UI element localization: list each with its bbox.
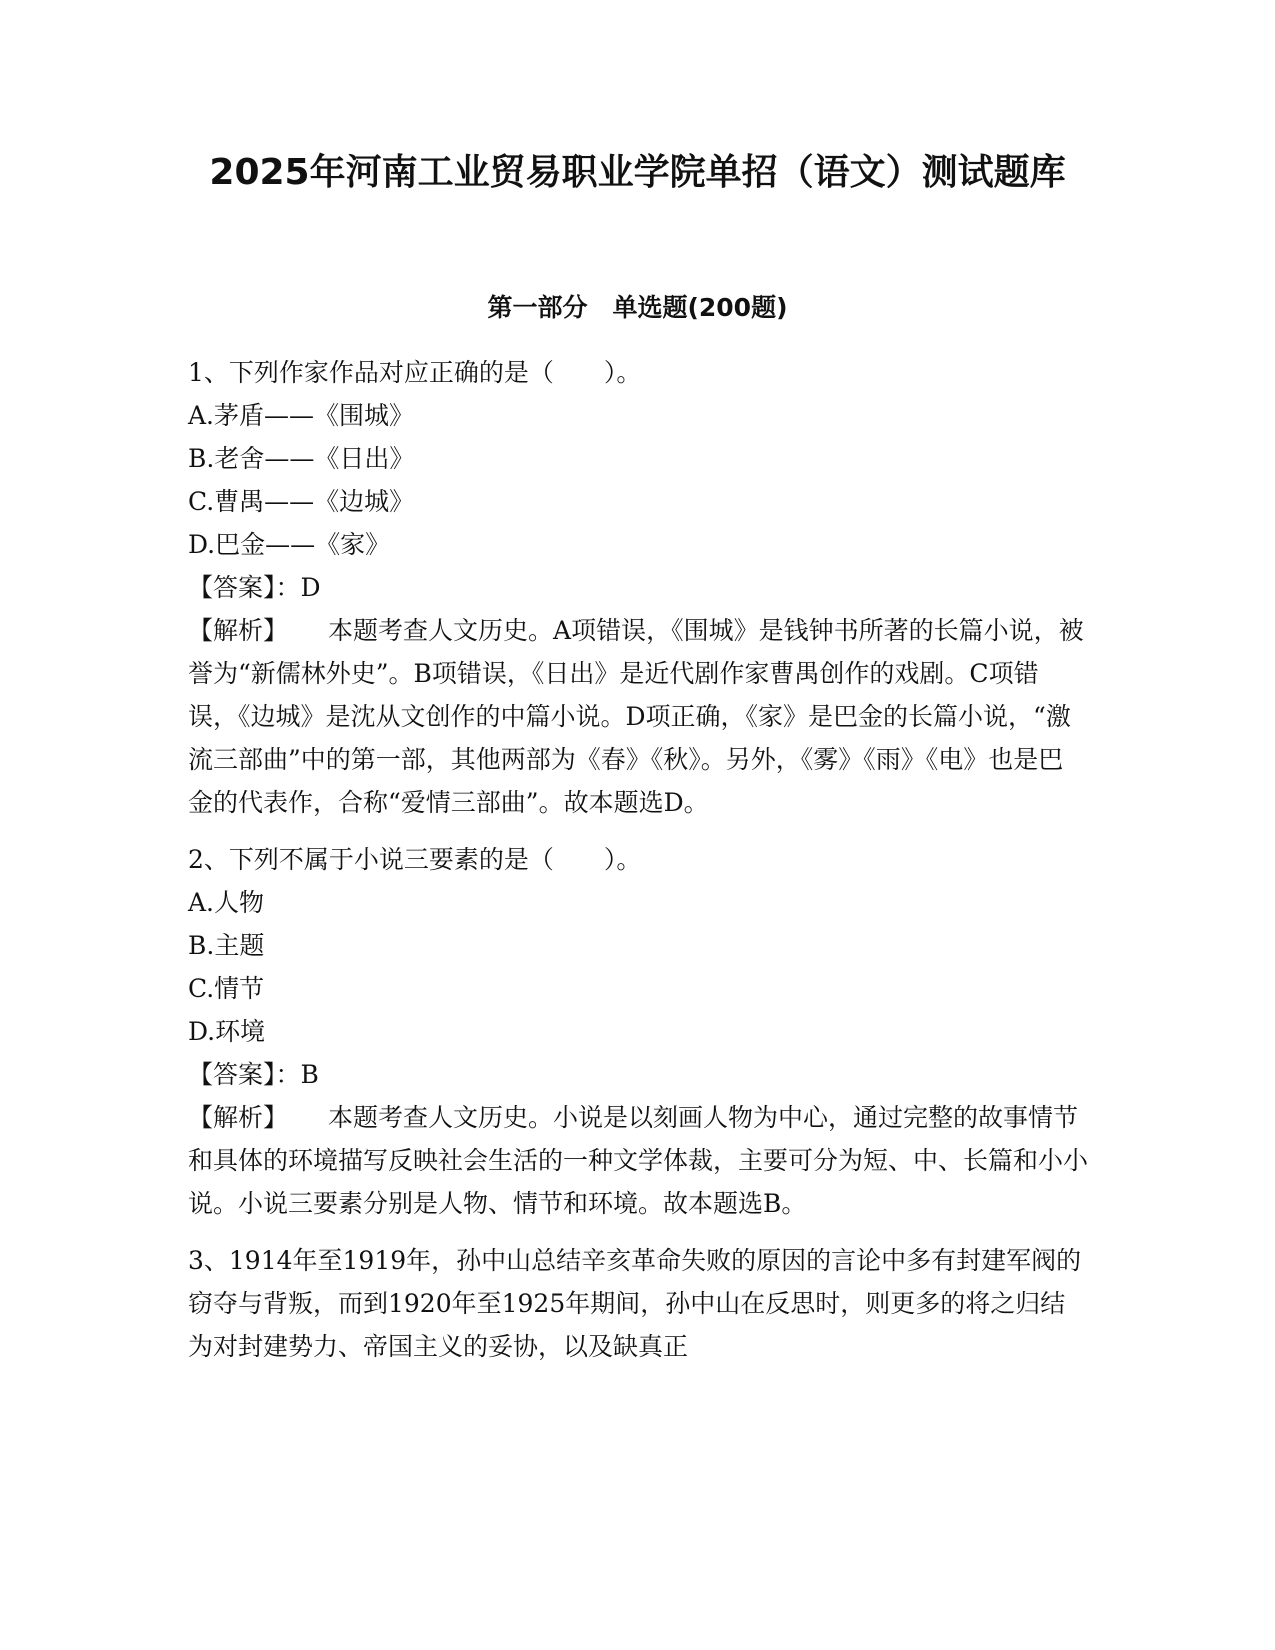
answer-label: 【答案】： (188, 573, 301, 602)
option-c: C.曹禺——《边城》 (188, 487, 415, 516)
option-d: D.环境 (188, 1017, 266, 1046)
answer-value: D (300, 573, 321, 602)
answer-value: B (300, 1060, 319, 1089)
question-stem: 1、下列作家作品对应正确的是（ ）。 (188, 358, 642, 387)
analysis-label: 【解析】 (188, 616, 289, 645)
option-d: D.巴金——《家》 (188, 530, 391, 559)
answer-line (188, 1053, 1088, 1096)
analysis-block (188, 609, 1088, 824)
option-a: A.茅盾——《围城》 (188, 401, 415, 430)
question-stem: 3、1914年至1919年，孙中山总结辛亥革命失败的原因的言论中多有封建军阀的窃夺与背叛，而到1920年至1925年期间，孙中山在反思时，则更多的将之归结为对封建势力、帝国主义的妥协，以及缺真正 (188, 1246, 1082, 1361)
option-b: B.老舍——《日出》 (188, 444, 415, 473)
option-c: C.情节 (188, 974, 265, 1003)
question-3 (188, 1239, 1088, 1368)
answer-label: 【答案】： (188, 1060, 301, 1089)
question-list (188, 351, 1088, 1382)
question-2 (188, 838, 1088, 1225)
analysis-text: 本题考查人文历史。A项错误，《围城》是钱钟书所著的长篇小说，被誉为“新儒林外史”。B项错误，《日出》是近代剧作家曹禺创作的戏剧。C项错误，《边城》是沈从文创作的中篇小说。D项正确，《家》是巴金的长篇小说，“激流三部曲”中的第一部，其他两部为《春》《秋》。另外，《雾》《雨》《电》也是巴金的代表作，合称“爱情三部曲”。故本题选D。 (188, 616, 1084, 817)
document-title: 2025年河南工业贸易职业学院单招（语文）测试题库 (209, 152, 1066, 193)
question-1 (188, 351, 1088, 824)
answer-line (188, 566, 1088, 609)
option-a: A.人物 (188, 888, 265, 917)
option-b: B.主题 (188, 931, 265, 960)
analysis-text: 本题考查人文历史。小说是以刻画人物为中心，通过完整的故事情节和具体的环境描写反映社会生活的一种文学体裁，主要可分为短、中、长篇和小小说。小说三要素分别是人物、情节和环境。故本题选B。 (188, 1103, 1089, 1218)
analysis-block (188, 1096, 1088, 1225)
question-stem: 2、下列不属于小说三要素的是（ ）。 (188, 845, 642, 874)
analysis-label: 【解析】 (188, 1103, 289, 1132)
section-heading: 第一部分 单选题(200题) (487, 293, 788, 322)
